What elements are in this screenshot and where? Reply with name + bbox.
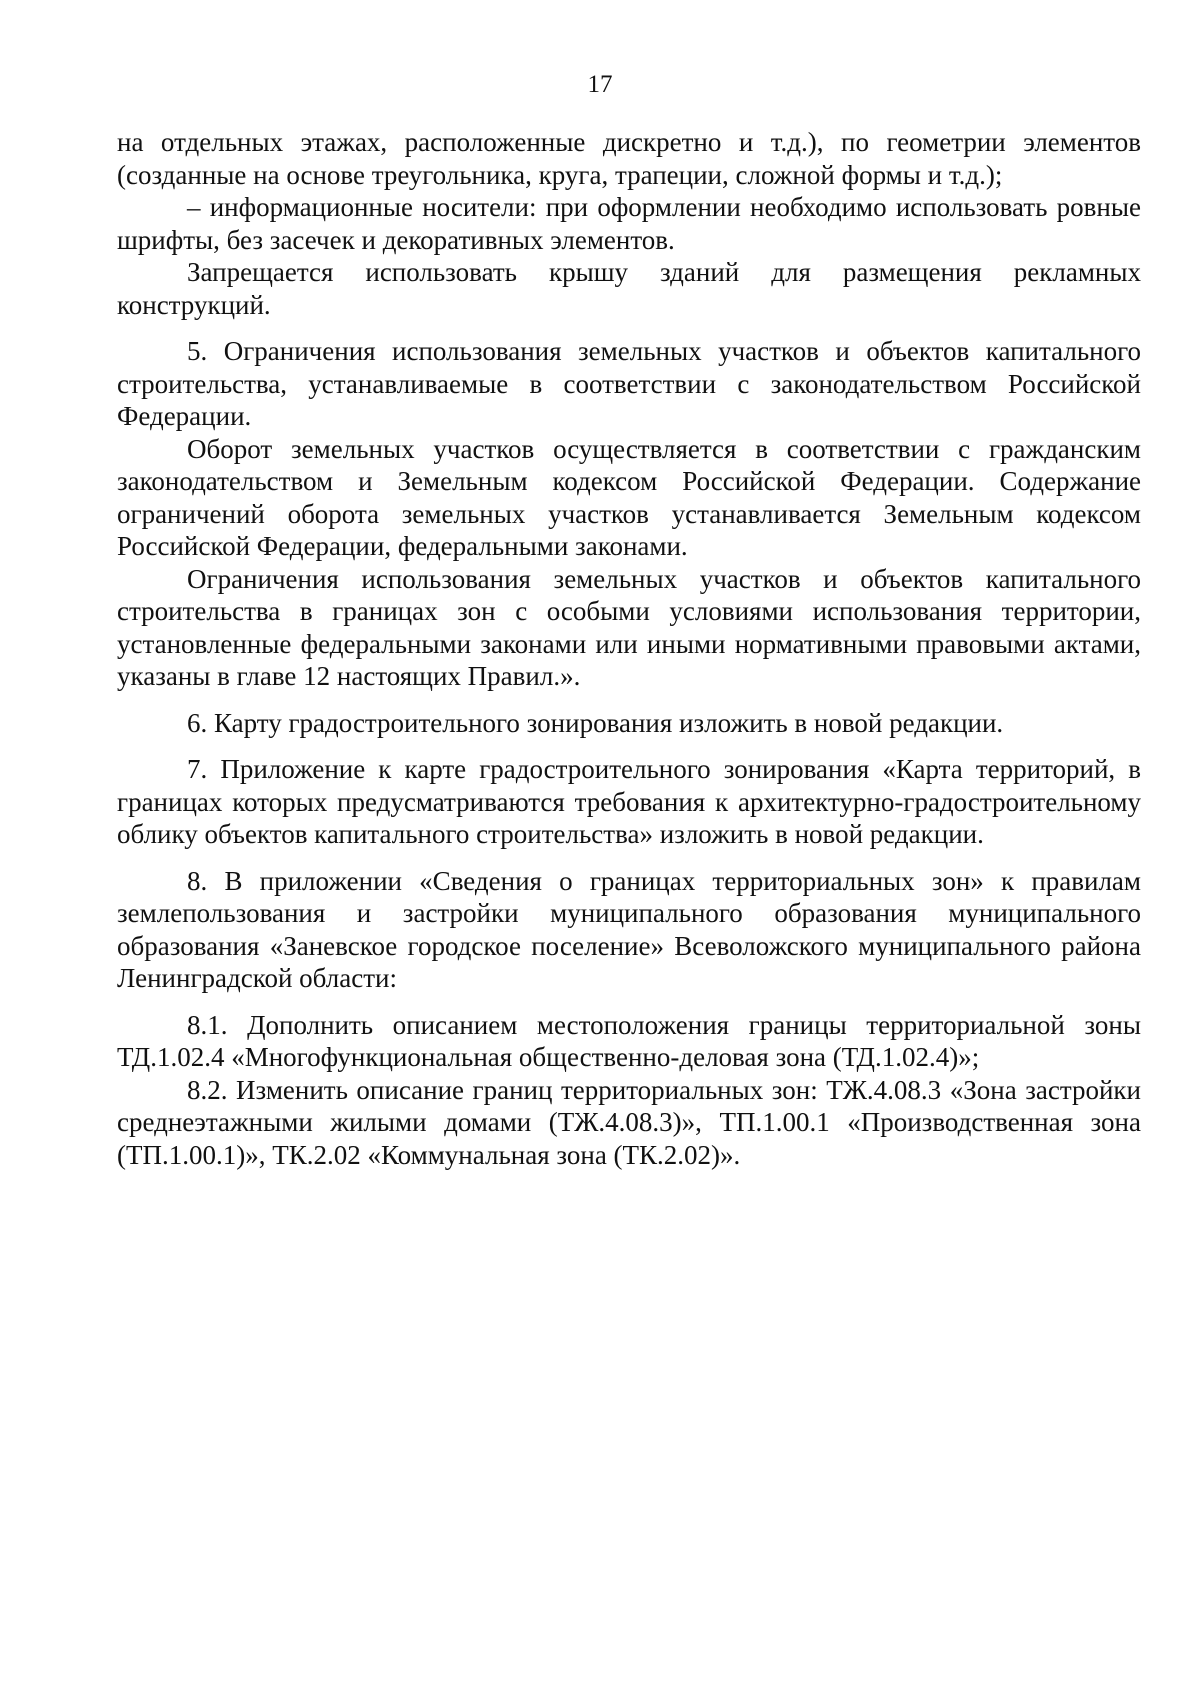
- document-body: [117, 126, 1141, 1171]
- paragraph-land-turnover: Оборот земельных участков осуществляется в соответствии с гражданским законодательством и Земельным кодексом Российской Федерации. Содержание ограничений оборота земельных участков устанавливается Земельным кодексом Российской Федерации, федеральными законами.: [117, 433, 1141, 561]
- paragraph-information-carriers: – информационные носители: при оформлении необходимо использовать ровные шрифты, без засечек и декоративных элементов.: [117, 192, 1141, 255]
- paragraph-item-6: 6. Карту градостроительного зонирования изложить в новой редакции.: [187, 707, 1004, 738]
- page-number: 17: [587, 71, 613, 98]
- paragraph-item-8-1: 8.1. Дополнить описанием местоположения границы территориальной зоны ТД.1.02.4 «Многофункциональная общественно-деловая зона (ТД.1.02.4)»;: [117, 1009, 1141, 1072]
- paragraph-item-8-2: 8.2. Изменить описание границ территориальных зон: ТЖ.4.08.3 «Зона застройки среднеэтажными жилыми домами (ТЖ.4.08.3)», ТП.1.00.1 «Производственная зона (ТП.1.00.1)», ТК.2.02 «Коммунальная зона (ТК.2.02)».: [117, 1074, 1141, 1170]
- paragraph-roof-prohibition: Запрещается использовать крышу зданий для размещения рекламных конструкций.: [117, 257, 1141, 320]
- paragraph-special-zones: Ограничения использования земельных участков и объектов капитального строительства в границах зон с особыми условиями использования территории, установленные федеральными законами или иными нормативными правовыми актами, указаны в главе 12 настоящих Правил.».: [117, 563, 1141, 691]
- paragraph-continuation: на отдельных этажах, расположенные дискретно и т.д.), по геометрии элементов (созданные на основе треугольника, круга, трапеции, сложной формы и т.д.);: [117, 127, 1141, 190]
- paragraph-item-8: 8. В приложении «Сведения о границах территориальных зон» к правилам землепользования и застройки муниципального образования муниципального образования «Заневское городское поселение» Всеволожского муниципального района Ленинградской области:: [117, 865, 1141, 993]
- paragraph-item-7: 7. Приложение к карте градостроительного зонирования «Карта территорий, в границах которых предусматриваются требования к архитектурно-градостроительному облику объектов капитального строительства» изложить в новой редакции.: [117, 754, 1141, 849]
- paragraph-item-5: 5. Ограничения использования земельных участков и объектов капитального строительства, устанавливаемые в соответствии с законодательством Российской Федерации.: [117, 336, 1141, 431]
